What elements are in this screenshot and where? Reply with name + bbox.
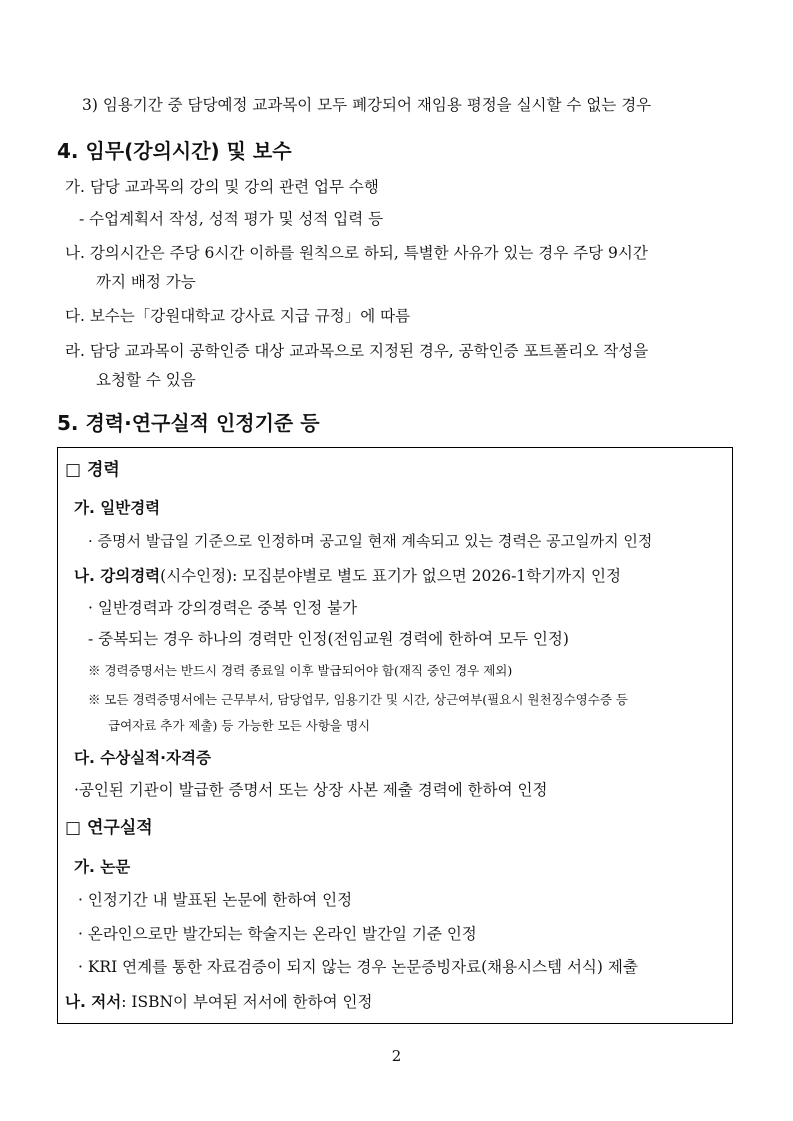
book-rest: : ISBN이 부여된 저서에 한하여 인정 — [121, 993, 373, 1011]
general-career-line: · 증명서 발급일 기준으로 인정하며 공고일 현재 계속되고 있는 경력은 공고일까지 인정 — [88, 532, 653, 550]
award-line: ·공인된 기관이 발급한 증명서 또는 상장 사본 제출 경력에 한하여 인정 — [74, 781, 548, 799]
section4-line-na: 나. 강의시간은 주당 6시간 이하를 원칙으로 하되, 특별한 사유가 있는 경우 주당 9시간 — [65, 244, 648, 262]
lecture-career-title: 나. 강의경력 — [74, 567, 161, 585]
section4-line-ga: 가. 담당 교과목의 강의 및 강의 관련 업무 수행 — [65, 178, 379, 196]
section4-line-ra-cont: 요청할 수 있음 — [96, 371, 196, 389]
lecture-career-line-1: · 일반경력과 강의경력은 중복 인정 불가 — [88, 599, 358, 617]
book-title: 나. 저서 — [65, 993, 122, 1011]
section4-line-ra: 라. 담당 교과목이 공학인증 대상 교과목으로 지정된 경우, 공학인증 포트폴리오 작성을 — [65, 342, 649, 360]
section3-item-3: 3) 임용기간 중 담당예정 교과목이 모두 폐강되어 재임용 평정을 실시할 수 없는 경우 — [82, 96, 652, 114]
lecture-career-line-2: - 중복되는 경우 하나의 경력만 인정(전임교원 경력에 한하여 모두 인정) — [88, 630, 569, 648]
paper-title: 가. 논문 — [74, 858, 131, 876]
lecture-career-line — [74, 566, 621, 586]
section5-title: 5. 경력·연구실적 인정기준 등 — [57, 411, 320, 435]
section4-title: 4. 임무(강의시간) 및 보수 — [57, 139, 292, 163]
page-number: 2 — [391, 1047, 402, 1065]
section4-line-na-cont: 까지 배정 가능 — [96, 273, 196, 291]
career-heading: □ 경력 — [65, 460, 120, 480]
career-note-2: ※ 모든 경력증명서에는 근무부서, 담당업무, 임용기간 및 시간, 상근여부(필요시 원천징수영수증 등 — [88, 692, 628, 707]
general-career-title: 가. 일반경력 — [74, 499, 161, 517]
section4-line-ga-sub: - 수업계획서 작성, 성적 평가 및 성적 입력 등 — [79, 210, 384, 228]
section4-line-da: 다. 보수는「강원대학교 강사료 지급 규정」에 따름 — [65, 307, 411, 325]
paper-line-1: · 인정기간 내 발표된 논문에 한하여 인정 — [78, 891, 353, 909]
research-heading: □ 연구실적 — [65, 818, 153, 838]
lecture-career-rest: (시수인정): 모집분야별로 별도 표기가 없으면 2026-1학기까지 인정 — [160, 567, 621, 585]
career-note-1: ※ 경력증명서는 반드시 경력 종료일 이후 발급되어야 함(재직 중인 경우 제외) — [88, 663, 513, 678]
award-title: 다. 수상실적·자격증 — [74, 749, 211, 767]
book-line — [65, 992, 372, 1012]
career-note-2-cont: 급여자료 추가 제출) 등 가능한 모든 사항을 명시 — [108, 718, 371, 733]
paper-line-2: · 온라인으로만 발간되는 학술지는 온라인 발간일 기준 인정 — [78, 925, 477, 943]
paper-line-3: · KRI 연계를 통한 자료검증이 되지 않는 경우 논문증빙자료(채용시스템 서식) 제출 — [78, 958, 638, 976]
